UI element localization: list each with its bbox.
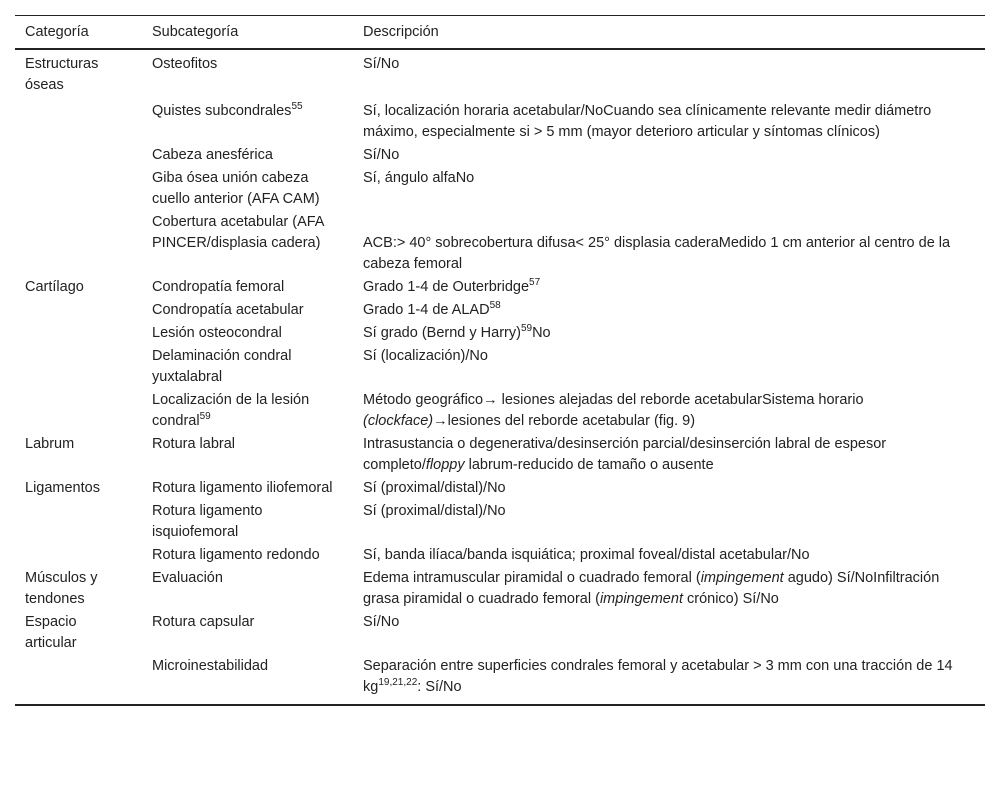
cell-subcategory: Microinestabilidad (152, 658, 269, 674)
cell-subcategory: Rotura ligamento iliofemoral (152, 480, 333, 496)
reference-superscript: 19,21,22 (378, 677, 418, 688)
table-row (15, 345, 985, 389)
header-description: Descripción (363, 24, 439, 40)
cell-description: Sí/No (363, 147, 400, 163)
table-row (15, 389, 985, 433)
cell-description (353, 567, 985, 611)
cell-subcategory: Osteofitos (152, 56, 218, 72)
cell-category (15, 322, 142, 345)
description-italic-term: impingement (700, 570, 784, 586)
cell-subcategory (142, 97, 353, 144)
cell-category (15, 345, 142, 389)
classification-table-container (15, 15, 985, 706)
description-italic-term: (clockface) (363, 413, 434, 429)
cell-category (15, 544, 142, 567)
description-text: ACB:> 40° sobrecobertura difusa< 25° displasia caderaMedido 1 cm anterior al centro de la cabeza femoral (363, 235, 951, 272)
table-row (15, 477, 985, 500)
cell-subcategory: Rotura capsular (152, 614, 255, 630)
cell-category: Estructuras óseas (25, 56, 99, 93)
table-header-row (15, 16, 985, 50)
description-italic-term: floppy (425, 457, 465, 473)
description-text: No (532, 325, 551, 341)
cell-description (353, 299, 985, 322)
header-subcategory: Subcategoría (152, 24, 239, 40)
description-text: Edema intramuscular piramidal o cuadrado femoral ( (363, 570, 701, 586)
reference-superscript: 59 (520, 323, 533, 334)
table-row (15, 276, 985, 299)
cell-category (15, 389, 142, 433)
cell-description: Sí (localización)/No (363, 348, 488, 364)
classification-table (15, 15, 985, 706)
description-text: Intrasustancia o degenerativa/desinserción parcial/desinserción labral de espesor completo/ (363, 436, 887, 473)
cell-category (15, 655, 142, 705)
cell-category (15, 500, 142, 544)
cell-subcategory: Giba ósea unión cabeza cuello anterior (AFA CAM) (152, 170, 320, 207)
table-row (15, 322, 985, 345)
description-text: →lesiones del reborde acetabular (fig. 9) (433, 413, 696, 429)
cell-category (15, 299, 142, 322)
description-italic-term: impingement (599, 591, 683, 607)
table-row (15, 544, 985, 567)
reference-superscript: 58 (489, 300, 501, 311)
cell-description: Sí (proximal/distal)/No (363, 480, 506, 496)
table-row (15, 49, 985, 97)
table-row (15, 211, 985, 276)
cell-category: Músculos y tendones (25, 570, 98, 607)
cell-category: Cartílago (25, 279, 84, 295)
description-text: labrum-reducido de tamaño o ausente (464, 457, 714, 473)
cell-subcategory: Rotura labral (152, 436, 236, 452)
cell-description (353, 211, 985, 276)
cell-subcategory: Condropatía acetabular (152, 302, 304, 318)
table-row (15, 567, 985, 611)
cell-description (353, 655, 985, 705)
table-row (15, 97, 985, 144)
cell-description (353, 389, 985, 433)
cell-description: Sí/No (363, 56, 400, 72)
cell-category (15, 167, 142, 211)
table-row (15, 655, 985, 705)
subcategory-text: Localización de la lesión condral (152, 392, 310, 429)
cell-category: Ligamentos (25, 480, 100, 496)
cell-description: Sí, banda ilíaca/banda isquiática; proximal foveal/distal acetabular/No (363, 547, 810, 563)
cell-subcategory: Delaminación condral yuxtalabral (152, 348, 292, 385)
cell-description: Sí (proximal/distal)/No (363, 503, 506, 519)
description-text: : Sí/No (417, 679, 462, 695)
cell-category (15, 211, 142, 276)
description-text: Grado 1-4 de Outerbridge (363, 279, 530, 295)
subcategory-text: Quistes subcondrales (152, 103, 292, 119)
cell-subcategory: Evaluación (152, 570, 223, 586)
cell-description (353, 276, 985, 299)
header-category: Categoría (25, 24, 89, 40)
cell-subcategory: Cabeza anesférica (152, 147, 273, 163)
cell-subcategory: Rotura ligamento isquiofemoral (152, 503, 263, 540)
description-text: agudo) Sí/NoInfiltración grasa piramidal o cuadrado femoral ( (363, 570, 940, 607)
cell-description (353, 322, 985, 345)
cell-description: Sí, localización horaria acetabular/NoCuando sea clínicamente relevante medir diámetro máximo, especialmente si > 5 mm (mayor deterioro articular y síntomas clínicos) (363, 103, 932, 140)
cell-subcategory: Lesión osteocondral (152, 325, 282, 341)
table-row (15, 500, 985, 544)
cell-subcategory: Rotura ligamento redondo (152, 547, 320, 563)
reference-superscript: 55 (291, 101, 303, 112)
cell-description: Sí/No (363, 614, 400, 630)
table-row (15, 433, 985, 477)
table-row (15, 144, 985, 167)
reference-superscript: 57 (529, 277, 541, 288)
cell-description: Sí, ángulo alfaNo (363, 170, 475, 186)
cell-subcategory (142, 389, 353, 433)
description-text: Método geográfico→ lesiones alejadas del reborde acetabularSistema horario (363, 392, 864, 408)
table-row (15, 167, 985, 211)
table-row (15, 611, 985, 655)
table-row (15, 299, 985, 322)
cell-subcategory: Cobertura acetabular (AFA PINCER/displasia cadera) (152, 214, 324, 251)
cell-subcategory: Condropatía femoral (152, 279, 285, 295)
cell-category: Labrum (25, 436, 75, 452)
cell-category (15, 97, 142, 144)
reference-superscript: 59 (199, 411, 211, 422)
description-text: Grado 1-4 de ALAD (363, 302, 490, 318)
cell-description (353, 433, 985, 477)
description-text: Sí grado (Bernd y Harry) (363, 325, 521, 341)
cell-category: Espacio articular (25, 614, 77, 651)
description-text: crónico) Sí/No (682, 591, 779, 607)
description-text: Separación entre superficies condrales femoral y acetabular > 3 mm con una tracción de 14 kg (363, 658, 953, 695)
cell-category (15, 144, 142, 167)
